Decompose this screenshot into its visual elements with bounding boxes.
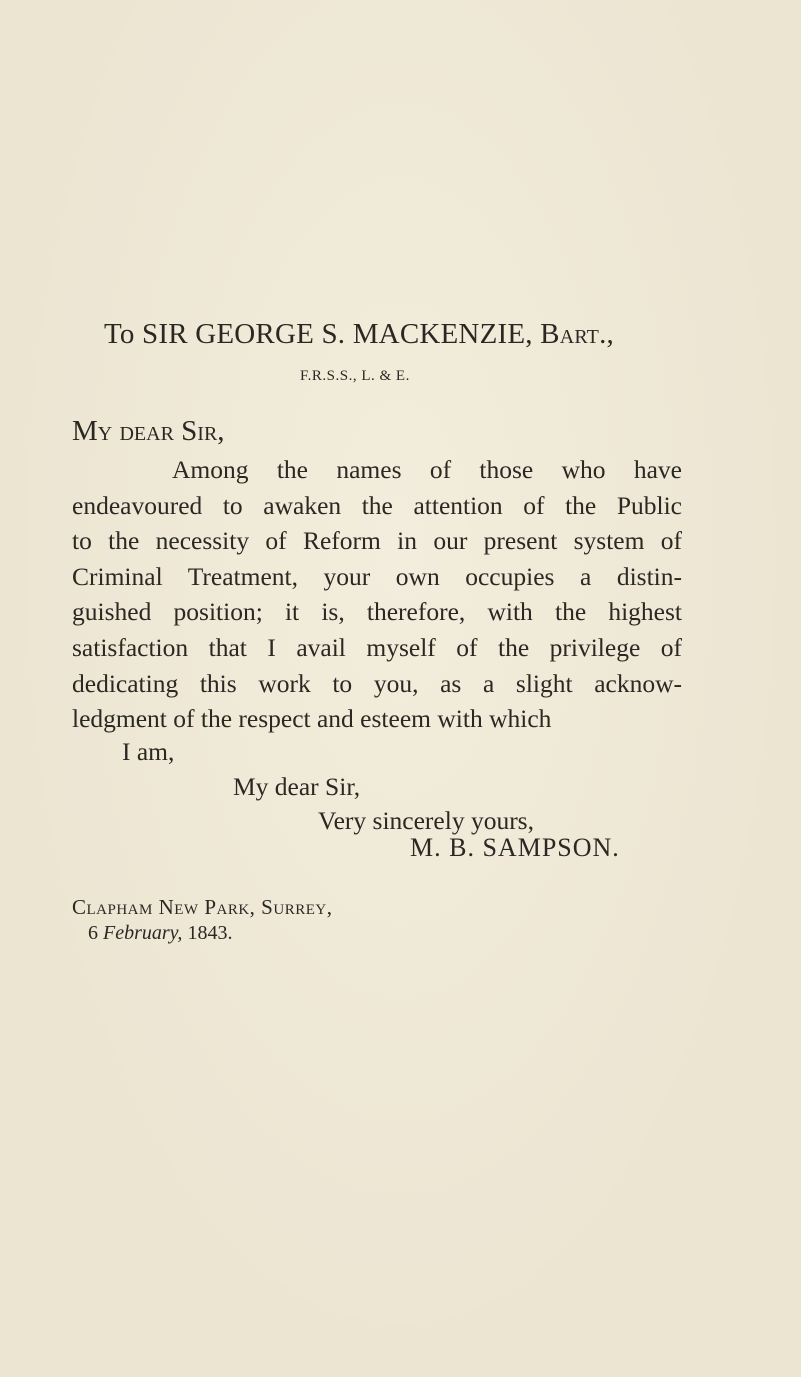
body-line: endeavoured to awaken the attention of the Public	[72, 490, 682, 520]
body-line: satisfaction that I avail myself of the privilege of	[72, 632, 682, 662]
closing-very-sincerely: Very sincerely yours,	[318, 806, 534, 835]
dedication-heading	[104, 318, 704, 351]
dedication-honours: F.R.S.S., L. & E.	[300, 368, 410, 384]
dedication-title: Bart.,	[540, 318, 614, 350]
signature: M. B. SAMPSON.	[410, 833, 620, 862]
body-line: to the necessity of Reform in our present system of	[72, 526, 682, 556]
date-day: 6	[88, 922, 98, 944]
dedication-recipient: To SIR GEORGE S. MACKENZIE,	[104, 318, 541, 350]
date-year: 1843.	[187, 922, 233, 944]
body-line: ledgment of the respect and esteem with which	[72, 704, 552, 734]
letter-body	[72, 452, 682, 737]
closing-i-am: I am,	[122, 737, 175, 766]
body-line: Criminal Treatment, your own occupies a distin-	[72, 561, 682, 591]
body-line: dedicating this work to you, as a slight acknow-	[72, 668, 682, 698]
body-line: Among the names of those who have	[172, 455, 682, 484]
date	[88, 922, 232, 945]
salutation: My dear Sir,	[72, 415, 225, 447]
closing-my-dear-sir: My dear Sir,	[233, 772, 361, 801]
body-line: guished position; it is, therefore, with the highest	[72, 597, 682, 627]
date-month: February,	[103, 922, 183, 944]
address: Clapham New Park, Surrey,	[72, 895, 333, 919]
